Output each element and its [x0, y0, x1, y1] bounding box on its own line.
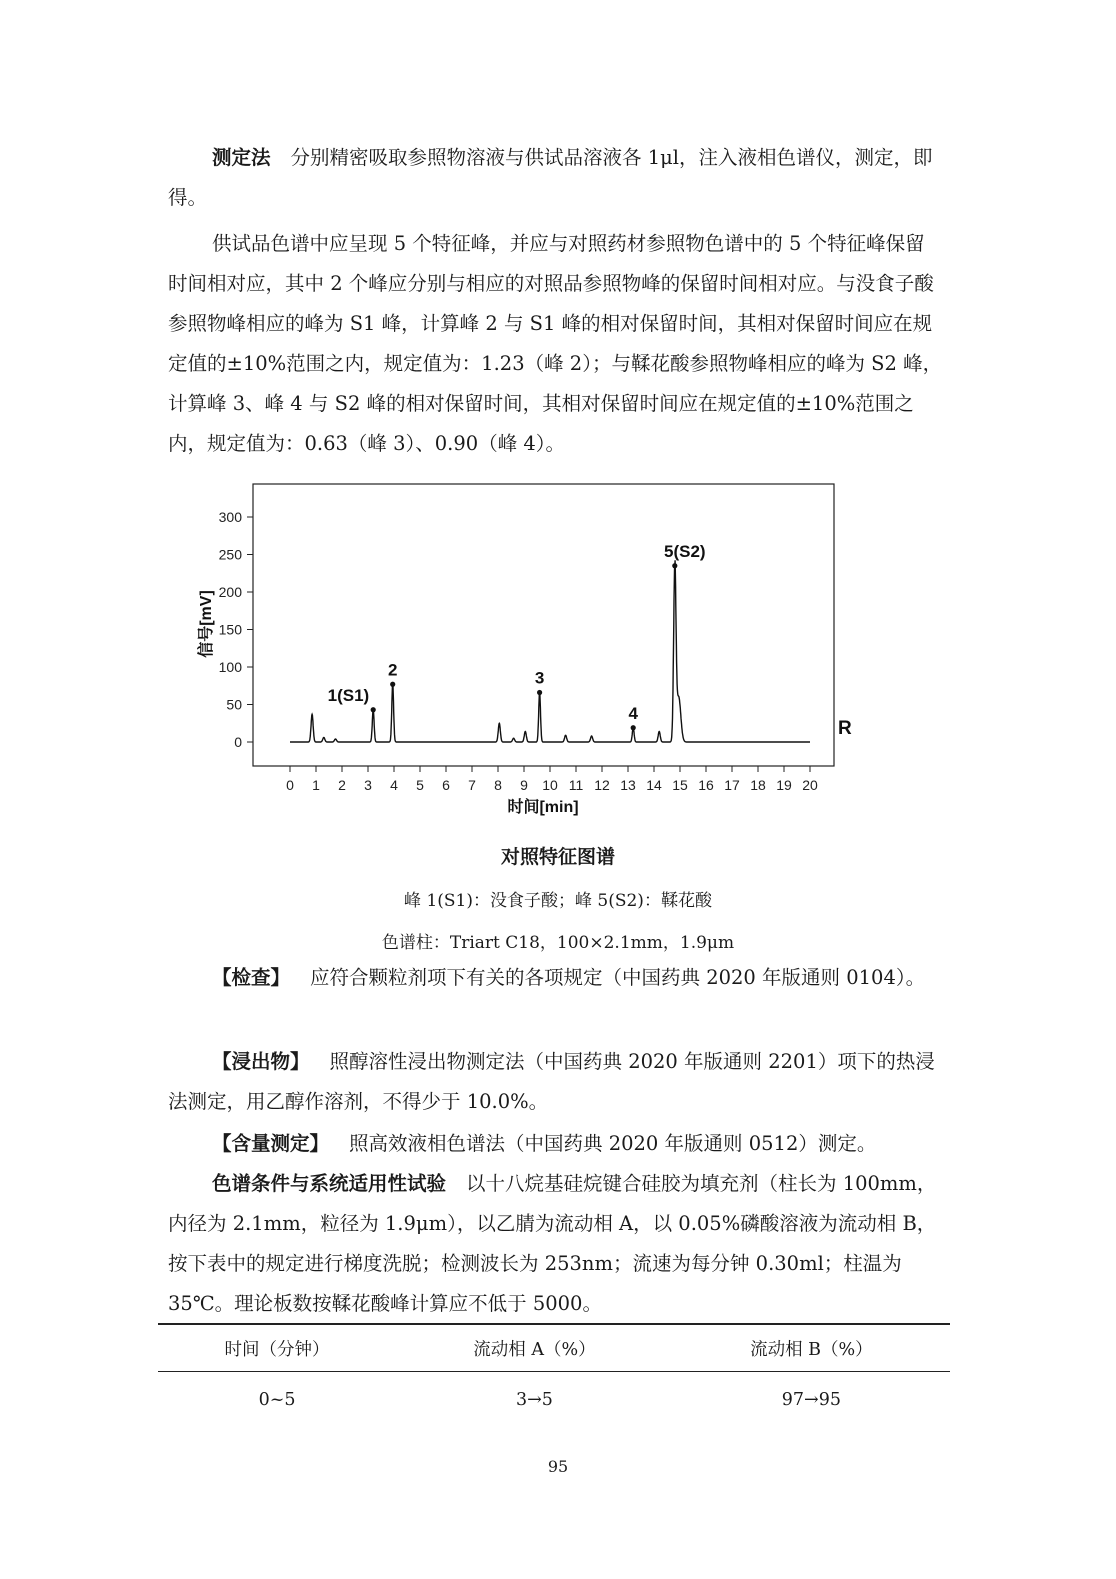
x-tick-label: 8: [494, 777, 502, 793]
y-tick-label: 150: [218, 621, 242, 638]
x-tick-label: 12: [594, 777, 610, 793]
y-tick-label: 200: [218, 584, 242, 600]
y-tick-label: 250: [218, 546, 242, 563]
x-tick-label: 13: [620, 777, 636, 793]
chart-caption-peaks: 峰 1(S1)：没食子酸；峰 5(S2)：鞣花酸: [404, 891, 712, 911]
x-axis-label: 时间[min]: [507, 799, 579, 816]
method-heading: 测定法: [212, 146, 271, 169]
x-tick-label: 20: [802, 777, 818, 793]
gradient-table: [158, 1323, 950, 1428]
extract-heading: 【浸出物】: [212, 1050, 310, 1073]
peak-label: 5(S2): [664, 541, 706, 561]
extract-paragraph: [168, 1042, 943, 1122]
peak-marker: [672, 563, 677, 568]
check-heading: 【检查】: [212, 966, 291, 989]
x-tick-label: 2: [338, 777, 346, 793]
x-tick-label: 0: [286, 777, 294, 793]
chart-caption-column: 色谱柱：Triart C18，100×2.1mm，1.9μm: [381, 933, 735, 953]
side-label-r: R: [838, 718, 852, 739]
reference-chromatogram: [185, 476, 865, 816]
y-tick-label: 50: [226, 696, 242, 713]
header-phase-b: 流动相 B（%）: [673, 1324, 950, 1372]
chart-caption-title: 对照特征图谱: [500, 846, 615, 868]
y-tick-label: 300: [218, 509, 242, 525]
x-tick-label: 9: [520, 777, 528, 793]
peak-marker: [537, 690, 542, 695]
x-tick-label: 11: [568, 777, 584, 793]
peak-labels: [328, 542, 706, 731]
x-tick-label: 7: [468, 777, 476, 793]
gradient-table-header: [158, 1324, 950, 1372]
plot-frame: [253, 484, 834, 766]
check-text: 应符合颗粒剂项下有关的各项规定（中国药典 2020 年版通则 0104）。: [310, 966, 926, 989]
x-tick-label: 17: [724, 777, 740, 793]
conditions-heading: 色谱条件与系统适用性试验: [212, 1172, 447, 1195]
peak-requirement-paragraph: 供试品色谱中应呈现 5 个特征峰，并应与对照药材参照物色谱中的 5 个特征峰保留时间相对应，其中 2 个峰应分别与相应的对照品参照物峰的保留时间相对应。与没食子酸参照物峰相应的峰为 S1 峰，计算峰 2 与 S1 峰的相对保留时间，其相对保留时间应在规定值的±10%范围之内，规定值为：1.23（峰 2）；与鞣花酸参照物峰相应的峰为 S2 峰，计算峰 3、峰 4 与 S2 峰的相对保留时间，其相对保留时间应在规定值的±10%范围之内，规定值为：0.63（峰 3）、0.90（峰 4）。: [168, 232, 943, 455]
peak-marker: [390, 682, 395, 687]
assay-text: 照高效液相色谱法（中国药典 2020 年版通则 0512）测定。: [349, 1132, 877, 1155]
x-tick-label: 4: [390, 777, 398, 793]
header-time: 时间（分钟）: [158, 1324, 396, 1372]
peak-label: 2: [387, 660, 398, 680]
assay-paragraph: [168, 1124, 943, 1164]
x-tick-label: 1: [312, 777, 320, 793]
peak-label: 3: [534, 668, 545, 688]
x-tick-label: 5: [416, 777, 424, 793]
method-paragraph: [168, 138, 943, 218]
peak-label: 4: [628, 703, 638, 723]
check-paragraph: [168, 958, 943, 998]
y-tick-label: 100: [218, 659, 242, 675]
x-tick-label: 16: [698, 777, 714, 793]
x-tick-label: 10: [542, 777, 558, 793]
x-tick-label: 6: [442, 777, 450, 793]
x-tick-label: 18: [750, 777, 766, 793]
conditions-paragraph: [168, 1164, 943, 1324]
cell-phase-b: 97→95: [781, 1390, 841, 1410]
table-row: [158, 1372, 950, 1429]
x-tick-label: 3: [364, 777, 372, 793]
x-tick-label: 19: [776, 777, 792, 793]
assay-heading: 【含量测定】: [212, 1132, 330, 1155]
x-axis: [286, 766, 818, 793]
x-tick-label: 15: [672, 777, 688, 793]
peak-label: 1(S1): [327, 685, 370, 705]
conditions-text: 以十八烷基硅烷键合硅胶为填充剂（柱长为 100mm，内径为 2.1mm，粒径为 1.9μm），以乙腈为流动相 A，以 0.05%磷酸溶液为流动相 B，按下表中的规定进行梯度洗脱；检测波长为 253nm；流速为每分钟 0.30ml；柱温为 35℃。理论板数按鞣花酸峰计算应不低于 5000。: [168, 1172, 937, 1315]
y-tick-label: 0: [234, 734, 242, 750]
chromatogram-trace: [290, 560, 810, 742]
peak-marker: [371, 707, 376, 712]
y-axis: [219, 509, 253, 750]
extract-text: 照醇溶性浸出物测定法（中国药典 2020 年版通则 2201）项下的热浸法测定，用乙醇作溶剂，不得少于 10.0%。: [168, 1050, 935, 1113]
peak-marker: [631, 725, 636, 730]
cell-phase-a: 3→5: [515, 1390, 553, 1410]
method-text: 分别精密吸取参照物溶液与供试品溶液各 1μl，注入液相色谱仪，测定，即得。: [168, 146, 933, 209]
cell-time: 0~5: [258, 1390, 296, 1410]
x-tick-label: 14: [646, 777, 662, 793]
header-phase-a: 流动相 A（%）: [396, 1324, 673, 1372]
page-number: 95: [547, 1457, 569, 1476]
y-axis-label: 信号[mV]: [198, 590, 215, 658]
